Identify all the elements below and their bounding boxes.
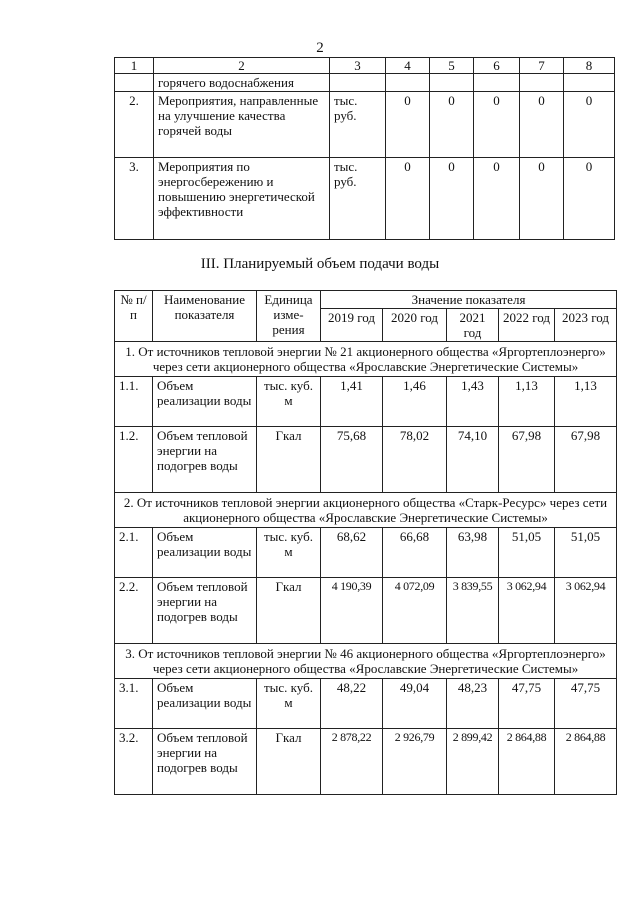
row-name: Объем реализации воды <box>153 679 257 729</box>
table-row <box>115 528 617 578</box>
empty-cell <box>330 74 386 92</box>
row-value: 1,43 <box>447 377 499 427</box>
table-row <box>115 578 617 644</box>
empty-cell <box>430 74 474 92</box>
row-number: 2. <box>115 92 154 158</box>
group-title: 2. От источников тепловой энергии акционерного общества «Старк-Ресурс» через сети акционерного общества «Ярославские Энергетические Системы» <box>115 493 617 528</box>
row-name: Мероприятия, направленные на улучшение качества горячей воды <box>154 92 330 158</box>
table-row <box>115 729 617 795</box>
row-value: 2 926,79 <box>383 729 447 795</box>
row-value: 67,98 <box>555 427 617 493</box>
empty-cell <box>564 74 615 92</box>
row-name: Объем тепловой энергии на подогрев воды <box>153 578 257 644</box>
column-number: 1 <box>115 58 154 74</box>
row-value: 1,13 <box>499 377 555 427</box>
row-value: 1,46 <box>383 377 447 427</box>
row-value: 66,68 <box>383 528 447 578</box>
row-value: 3 839,55 <box>447 578 499 644</box>
table-row <box>115 679 617 729</box>
row-unit: тыс. куб. м <box>257 377 321 427</box>
row-name: Объем реализации воды <box>153 377 257 427</box>
row-number: 2.2. <box>115 578 153 644</box>
row-value: 78,02 <box>383 427 447 493</box>
table-header-row <box>115 291 617 309</box>
row-number: 3.2. <box>115 729 153 795</box>
row-value: 3 062,94 <box>499 578 555 644</box>
row-value: 0 <box>474 92 520 158</box>
row-value: 2 864,88 <box>499 729 555 795</box>
activities-table-continued <box>114 57 615 240</box>
column-number: 8 <box>564 58 615 74</box>
table-row <box>115 158 615 240</box>
group-title-row <box>115 342 617 377</box>
header-unit: Единица изме-рения <box>257 291 321 342</box>
row-value: 2 899,42 <box>447 729 499 795</box>
empty-cell <box>115 74 154 92</box>
row-value: 51,05 <box>499 528 555 578</box>
group-title-row <box>115 493 617 528</box>
table-header-row <box>115 58 615 74</box>
row-value: 0 <box>520 92 564 158</box>
header-year: 2022 год <box>499 309 555 342</box>
row-value: 2 864,88 <box>555 729 617 795</box>
row-unit: тыс. руб. <box>330 92 386 158</box>
row-value: 0 <box>564 92 615 158</box>
row-value: 1,41 <box>321 377 383 427</box>
row-unit: Гкал <box>257 729 321 795</box>
column-number: 6 <box>474 58 520 74</box>
table-row <box>115 92 615 158</box>
group-title-row <box>115 644 617 679</box>
row-name: Мероприятия по энергосбережению и повышению энергетической эффективности <box>154 158 330 240</box>
column-number: 2 <box>154 58 330 74</box>
header-year: 2021 год <box>447 309 499 342</box>
row-unit: тыс. куб. м <box>257 679 321 729</box>
column-number: 5 <box>430 58 474 74</box>
row-value: 3 062,94 <box>555 578 617 644</box>
empty-cell <box>474 74 520 92</box>
row-number: 2.1. <box>115 528 153 578</box>
header-year: 2020 год <box>383 309 447 342</box>
row-unit: Гкал <box>257 578 321 644</box>
row-value: 0 <box>386 92 430 158</box>
row-value: 67,98 <box>499 427 555 493</box>
row-value: 68,62 <box>321 528 383 578</box>
empty-cell <box>520 74 564 92</box>
empty-cell <box>386 74 430 92</box>
column-number: 7 <box>520 58 564 74</box>
row-name: Объем тепловой энергии на подогрев воды <box>153 427 257 493</box>
row-value: 4 072,09 <box>383 578 447 644</box>
page-number: 2 <box>316 40 324 56</box>
row-value: 74,10 <box>447 427 499 493</box>
row-value: 0 <box>430 92 474 158</box>
table-row <box>115 74 615 92</box>
row-value: 0 <box>520 158 564 240</box>
row-name: Объем реализации воды <box>153 528 257 578</box>
row-value: 1,13 <box>555 377 617 427</box>
row-value: 0 <box>386 158 430 240</box>
group-title: 3. От источников тепловой энергии № 46 акционерного общества «Яргортеплоэнерго» через сети акционерного общества «Ярославские Энергетические Системы» <box>115 644 617 679</box>
header-year: 2023 год <box>555 309 617 342</box>
row-number: 1.2. <box>115 427 153 493</box>
row-value: 51,05 <box>555 528 617 578</box>
row-name: горячего водоснабжения <box>154 74 330 92</box>
row-value: 48,22 <box>321 679 383 729</box>
row-number: 3. <box>115 158 154 240</box>
row-unit: Гкал <box>257 427 321 493</box>
row-name: Объем тепловой энергии на подогрев воды <box>153 729 257 795</box>
water-supply-volume-table <box>114 290 617 795</box>
row-number: 3.1. <box>115 679 153 729</box>
row-value: 49,04 <box>383 679 447 729</box>
header-num: № п/п <box>115 291 153 342</box>
table-row <box>115 427 617 493</box>
row-value: 47,75 <box>499 679 555 729</box>
row-value: 48,23 <box>447 679 499 729</box>
row-value: 0 <box>564 158 615 240</box>
row-value: 4 190,39 <box>321 578 383 644</box>
header-name: Наименование показателя <box>153 291 257 342</box>
row-value: 0 <box>474 158 520 240</box>
row-value: 0 <box>430 158 474 240</box>
header-value-group: Значение показателя <box>321 291 617 309</box>
row-value: 75,68 <box>321 427 383 493</box>
section-title: III. Планируемый объем подачи воды <box>200 256 440 272</box>
header-year: 2019 год <box>321 309 383 342</box>
group-title: 1. От источников тепловой энергии № 21 акционерного общества «Яргортеплоэнерго» через сети акционерного общества «Ярославские Энергетические Системы» <box>115 342 617 377</box>
row-unit: тыс. руб. <box>330 158 386 240</box>
column-number: 3 <box>330 58 386 74</box>
row-number: 1.1. <box>115 377 153 427</box>
row-unit: тыс. куб. м <box>257 528 321 578</box>
table-row <box>115 377 617 427</box>
row-value: 2 878,22 <box>321 729 383 795</box>
row-value: 63,98 <box>447 528 499 578</box>
column-number: 4 <box>386 58 430 74</box>
row-value: 47,75 <box>555 679 617 729</box>
